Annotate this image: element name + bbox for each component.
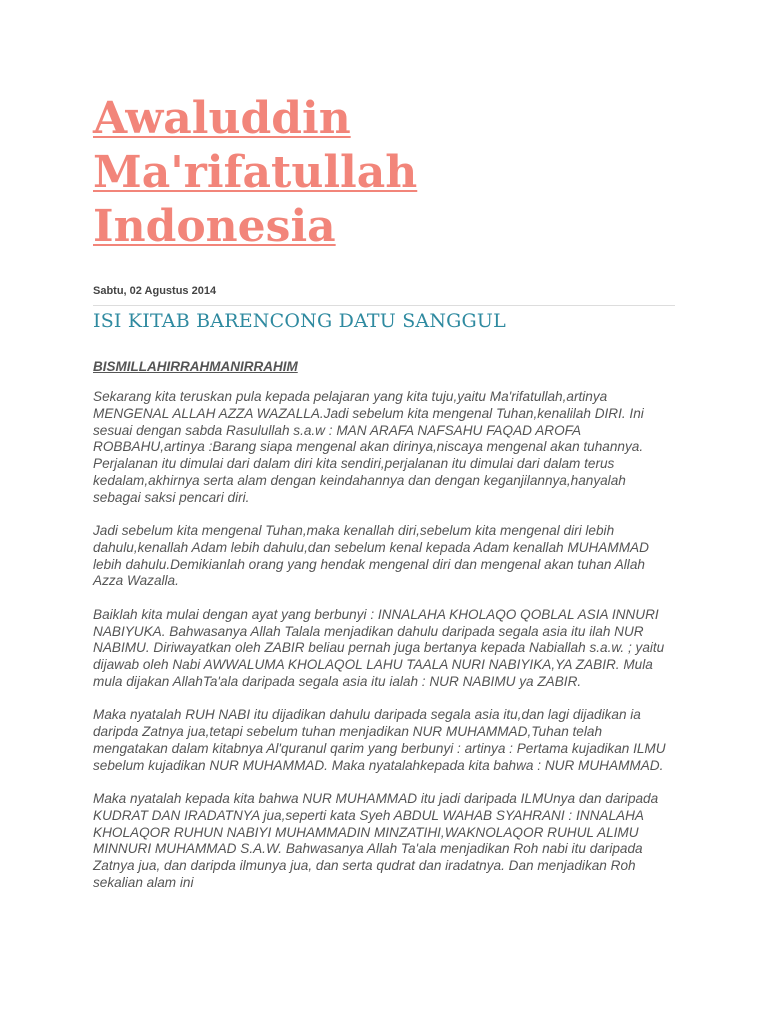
post-paragraph: Sekarang kita teruskan pula kepada pelajaran yang kita tuju,yaitu Ma'rifatullah,artinya MENGENAL ALLAH AZZA WAZALLA.Jadi sebelum kita mengenal Tuhan,kenalilah DIRI. Ini sesuai dengan sabda Rasulullah s.a.w : MAN ARAFA NAFSAHU FAQAD AROFA ROBBAHU,artinya :Barang siapa mengenal akan dirinya,niscaya mengenal akan tuhannya. Perjalanan itu dimulai dari dalam diri kita sendiri,perjalanan itu dimulai dari dalam terus kedalam,akhirnya serta alam dengan keindahannya dan dengan keganjilannya,hanyalah sebagai saksi pencari diri. xyxy=(93,389,644,505)
date-divider xyxy=(93,305,675,306)
post-paragraph: Maka nyatalah kepada kita bahwa NUR MUHAMMAD itu jadi daripada ILMUnya dan daripada KUDRAT DAN IRADATNYA jua,seperti kata Syeh ABDUL WAHAB SYAHRANI : INNALAHA KHOLAQOR RUHUN NABIYI MUHAMMADIN MINZATIHI,WAKNOLAQOR RUHUL ALIMU MINNURI MUHAMMAD S.A.W. Bahwasanya Allah Ta'ala menjadikan Roh nabi itu daripada Zatnya jua, dan daripda ilmunya jua, dan serta qudrat dan iradatnya. Dan menjadikan Roh sekalian alam ini xyxy=(93,790,659,890)
post-date: Sabtu, 02 Agustus 2014 xyxy=(93,285,217,297)
post-paragraph: Baiklah kita mulai dengan ayat yang berbunyi : INNALAHA KHOLAQO QOBLAL ASIA INNURI NABIYUKA. Bahwasanya Allah Talala menjadikan dahulu daripada segala asia itu ilah NUR NABIMU. Diriwayatkan oleh ZABIR beliau pernah juga bertanya kepada Nabiallah s.a.w. ; yaitu dijawab oleh Nabi AWWALUMA KHOLAQOL LAHU TAALA NURI NABIYIKA,YA ZABIR. Mula mula dijakan AllahTa'ala daripada segala asia itu ialah : NUR NABIMU ya ZABIR. xyxy=(93,606,665,689)
post-paragraph: Maka nyatalah RUH NABI itu dijadikan dahulu daripada segala asia itu,dan lagi dijadikan ia daripda Zatnya jua,tetapi sebelum tuhan menjadikan NUR MUHAMMAD,Tuhan telah mengatakan dalam kitabnya Al'quranul qarim yang berbunyi : artinya : Pertama kujadikan ILMU sebelum kujadikan NUR MUHAMMAD. Maka nyatalahkepada kita bahwa : NUR MUHAMMAD. xyxy=(93,707,666,773)
blog-title-link-line-1[interactable]: Awaluddin xyxy=(93,93,351,144)
blog-title-link-line-3[interactable]: Indonesia xyxy=(93,201,336,252)
post-paragraph: Jadi sebelum kita mengenal Tuhan,maka kenallah diri,sebelum kita mengenal diri lebih dahulu,kenallah Adam lebih dahulu,dan sebelum kenal kepada Adam kenallah MUHAMMAD lebih dahulu.Demikianlah orang yang hendak mengenal diri dan mengenal akan tuhan Allah Azza Wazalla. xyxy=(93,523,649,589)
blog-title-link-line-2[interactable]: Ma'rifatullah xyxy=(93,147,418,198)
post-body xyxy=(93,389,675,908)
post-title: ISI KITAB BARENCONG DATU SANGGUL xyxy=(93,310,506,332)
blog-title xyxy=(93,92,675,254)
bismillah-heading: BISMILLAHIRRAHMANIRRAHIM xyxy=(93,359,298,374)
